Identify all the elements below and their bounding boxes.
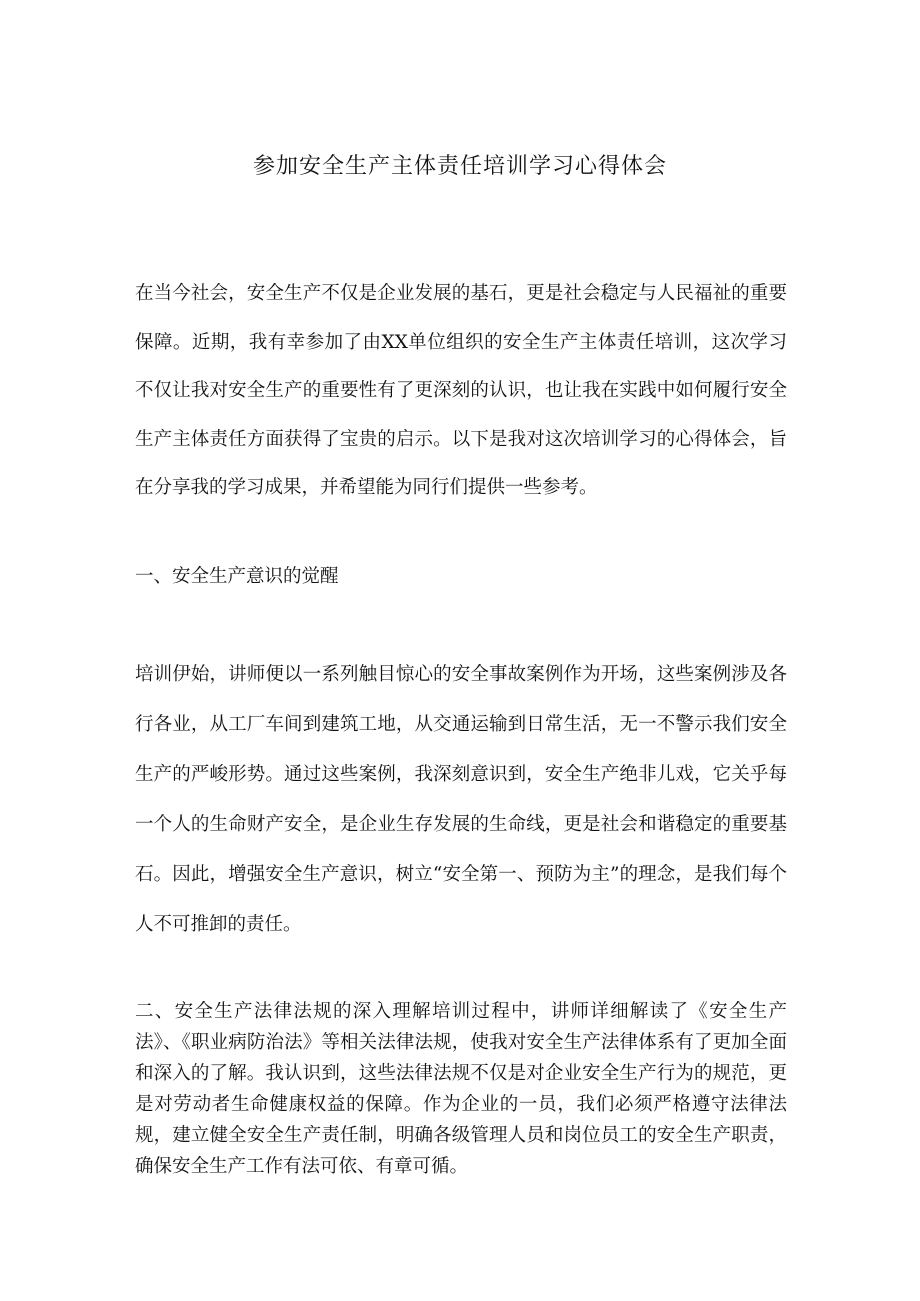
section-2-paragraph: 二、安全生产法律法规的深入理解培训过程中，讲师详细解读了《安全生产法》、《职业病防治法》等相关法律法规，使我对安全生产法律体系有了更加全面和深入的了解。我认识到，这些法律法规不仅是对企业安全生产行为的规范，更是对劳动者生命健康权益的保障。作为企业的一员，我们必须严格遵守法律法规，建立健全安全生产责任制，明确各级管理人员和岗位员工的安全生产职责，确保安全生产工作有法可依、有章可循。 [135,1001,787,1177]
section-1-paragraph: 培训伊始，讲师便以一系列触目惊心的安全事故案例作为开场，这些案例涉及各行各业，从工厂车间到建筑工地，从交通运输到日常生活，无一不警示我们安全生产的严峻形势。通过这些案例，我深刻意识到，安全生产绝非儿戏，它关乎每一个人的生命财产安全，是企业生存发展的生命线，更是社会和谐稳定的重要基石。因此，增强安全生产意识，树立“安全第一、预防为主”的理念，是我们每个人不可推卸的责任。 [135,664,787,935]
section-heading-1: 一、安全生产意识的觉醒 [135,566,339,587]
document-title: 参加安全生产主体责任培训学习心得体会 [252,154,667,179]
intro-paragraph: 在当今社会，安全生产不仅是企业发展的基石，更是社会稳定与人民福祉的重要保障。近期，我有幸参加了由XX单位组织的安全生产主体责任培训，这次学习不仅让我对安全生产的重要性有了更深刻的认识，也让我在实践中如何履行安全生产主体责任方面获得了宝贵的启示。以下是我对这次培训学习的心得体会，旨在分享我的学习成果，并希望能为同行们提供一些参考。 [135,283,787,498]
